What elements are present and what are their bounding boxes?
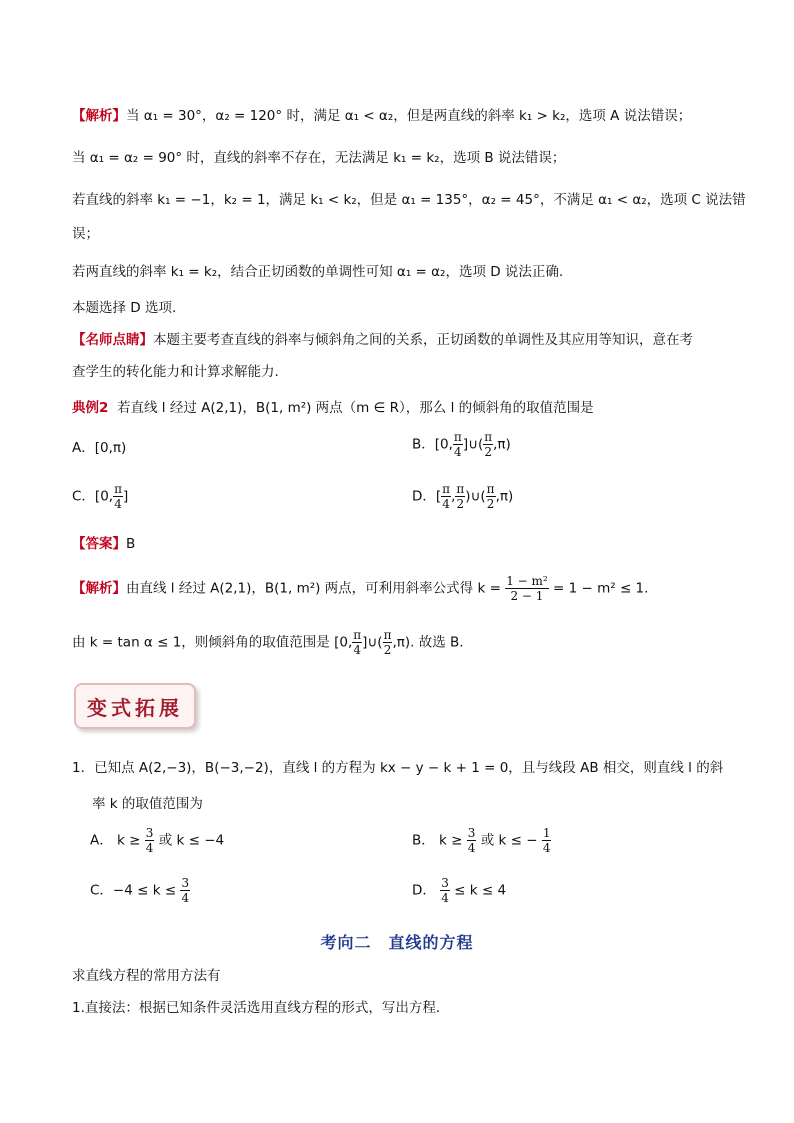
analysis-text-1: 当 α₁ = 30°，α₂ = 120° 时，满足 α₁ < α₂，但是两直线的斜率 k₁ > k₂，选项 A 说法错误； — [126, 108, 692, 124]
teacher-note-tag: 【名师点睛】 — [72, 332, 153, 348]
option-d-union: )∪( — [465, 488, 486, 505]
conclusion-post: ,π). 故选 B. — [392, 634, 464, 651]
frac-num: 1 − m² — [506, 574, 548, 588]
conclusion-union: ]∪( — [362, 634, 383, 651]
analysis-line-3: 若直线的斜率 k₁ = −1，k₂ = 1，满足 k₁ < k₂，但是 α₁ = 135°，α₂ = 45°，不满足 α₁ < α₂，选项 C 说法错 — [72, 192, 746, 208]
frac-den: 2 — [484, 445, 492, 459]
frac-num: π — [486, 482, 495, 496]
option-d-comma: , — [451, 488, 456, 505]
frac-den: 2 — [456, 497, 465, 511]
exercise1-option-b — [412, 826, 551, 855]
option-d-pre: D． — [412, 882, 436, 899]
frac-num: π — [456, 482, 465, 496]
option-a-post: 或 k ≤ −4 — [158, 832, 225, 849]
option-b-suffix: ,π) — [493, 436, 511, 453]
example2-conclusion-line — [72, 628, 734, 657]
option-c-pre: C．−4 ≤ k ≤ — [90, 882, 177, 899]
frac-den: 2 — [486, 497, 495, 511]
fraction-1-over-4 — [542, 826, 552, 855]
frac-num: 3 — [441, 876, 449, 890]
frac-num: 1 — [542, 826, 551, 840]
example2-option-b — [412, 430, 511, 459]
frac-num: 3 — [467, 826, 476, 840]
fraction-3-over-4 — [467, 826, 477, 855]
fraction-pi-over-4 — [113, 482, 123, 511]
example2-option-a: A．[0,π) — [72, 440, 127, 456]
fraction-pi-over-4 — [352, 628, 362, 657]
frac-den: 4 — [467, 841, 476, 855]
option-d-prefix: D．[ — [412, 488, 442, 505]
analysis-line-1 — [72, 106, 734, 126]
fraction-pi-over-4 — [441, 482, 451, 511]
frac-den: 2 — [383, 643, 392, 657]
fraction-3-over-4 — [440, 876, 450, 905]
teacher-note-text-1: 本题主要考查直线的斜率与倾斜角之间的关系，正切函数的单调性及其应用等知识，意在考 — [153, 332, 693, 348]
frac-den: 4 — [441, 891, 449, 905]
variant-extension-badge — [74, 683, 196, 729]
frac-num: π — [383, 628, 392, 642]
example2-analysis-line — [72, 574, 734, 603]
fraction-pi-over-2 — [483, 430, 493, 459]
analysis-post: = 1 − m² ≤ 1. — [553, 580, 649, 597]
frac-num: π — [442, 482, 451, 496]
slope-fraction — [505, 574, 549, 603]
option-d-suffix: ,π) — [495, 488, 514, 505]
example2-question-line — [72, 398, 734, 418]
analysis-pre: 由直线 l 经过 A(2,1)，B(1, m²) 两点，可利用斜率公式得 k = — [126, 580, 501, 597]
example2-question: 若直线 l 经过 A(2,1)，B(1, m²) 两点（m ∈ R），那么 l 的倾斜角的取值范围是 — [117, 400, 594, 416]
fraction-3-over-4 — [145, 826, 155, 855]
option-b-prefix: B．[0, — [412, 436, 453, 453]
exercise1-option-c — [90, 876, 190, 905]
analysis-tag: 【解析】 — [72, 108, 126, 124]
fraction-pi-over-2 — [486, 482, 496, 511]
analysis-line-3b: 误； — [72, 226, 99, 242]
frac-den: 4 — [454, 445, 462, 459]
fraction-pi-over-4 — [453, 430, 463, 459]
teacher-note-line-1 — [72, 330, 734, 350]
analysis-line-5: 本题选择 D 选项. — [72, 300, 177, 316]
exercise1-option-a — [90, 826, 224, 855]
frac-den: 4 — [542, 841, 551, 855]
frac-den: 4 — [114, 497, 122, 511]
answer-value: B — [126, 536, 136, 552]
frac-num: π — [114, 482, 122, 496]
frac-num: 3 — [145, 826, 154, 840]
frac-den: 4 — [181, 891, 190, 905]
teacher-note-line-2: 查学生的转化能力和计算求解能力. — [72, 364, 279, 380]
example2-answer-line — [72, 534, 734, 554]
option-c-prefix: C．[0, — [72, 488, 114, 505]
frac-den: 4 — [353, 643, 362, 657]
exercise1-line-2: 率 k 的取值范围为 — [92, 796, 203, 812]
frac-num: 3 — [181, 876, 190, 890]
frac-den: 4 — [442, 497, 450, 511]
example2-tag: 典例2 — [72, 400, 109, 416]
option-a-pre: A． k ≥ — [90, 832, 141, 849]
analysis-tag-2: 【解析】 — [72, 580, 126, 597]
fraction-3-over-4 — [180, 876, 190, 905]
frac-den: 4 — [145, 841, 154, 855]
frac-num: π — [484, 430, 493, 444]
option-d-post: ≤ k ≤ 4 — [454, 882, 507, 899]
frac-num: π — [353, 628, 362, 642]
variant-extension-label: 变式拓展 — [87, 695, 183, 720]
example2-option-d — [412, 482, 513, 511]
section-heading: 考向二 直线的方程 — [320, 933, 474, 952]
analysis-line-4: 若两直线的斜率 k₁ = k₂，结合正切函数的单调性可知 α₁ = α₂，选项 D 说法正确. — [72, 264, 564, 280]
method-1: 1.直接法：根据已知条件灵活选用直线方程的形式，写出方程． — [72, 1000, 450, 1016]
option-b-mid: 或 k ≤ − — [480, 832, 538, 849]
fraction-pi-over-2 — [383, 628, 393, 657]
analysis-line-2: 当 α₁ = α₂ = 90° 时，直线的斜率不存在，无法满足 k₁ = k₂，选项 B 说法错误； — [72, 150, 566, 166]
fraction-pi-over-2 — [455, 482, 465, 511]
option-b-union: ]∪( — [462, 436, 484, 453]
exercise1-option-d — [412, 876, 506, 905]
frac-den: 2 − 1 — [510, 589, 544, 603]
exercise1-line-1: 1．已知点 A(2,−3)，B(−3,−2)，直线 l 的方程为 kx − y − k + 1 = 0，且与线段 AB 相交，则直线 l 的斜 — [72, 760, 724, 776]
conclusion-pre: 由 k = tan α ≤ 1，则倾斜角的取值范围是 [0, — [72, 634, 353, 651]
option-c-suffix: ] — [122, 488, 129, 505]
frac-num: π — [453, 430, 462, 444]
answer-tag: 【答案】 — [72, 536, 126, 552]
option-b-pre: B． k ≥ — [412, 832, 463, 849]
example2-option-c — [72, 482, 128, 511]
methods-intro: 求直线方程的常用方法有 — [72, 968, 221, 984]
